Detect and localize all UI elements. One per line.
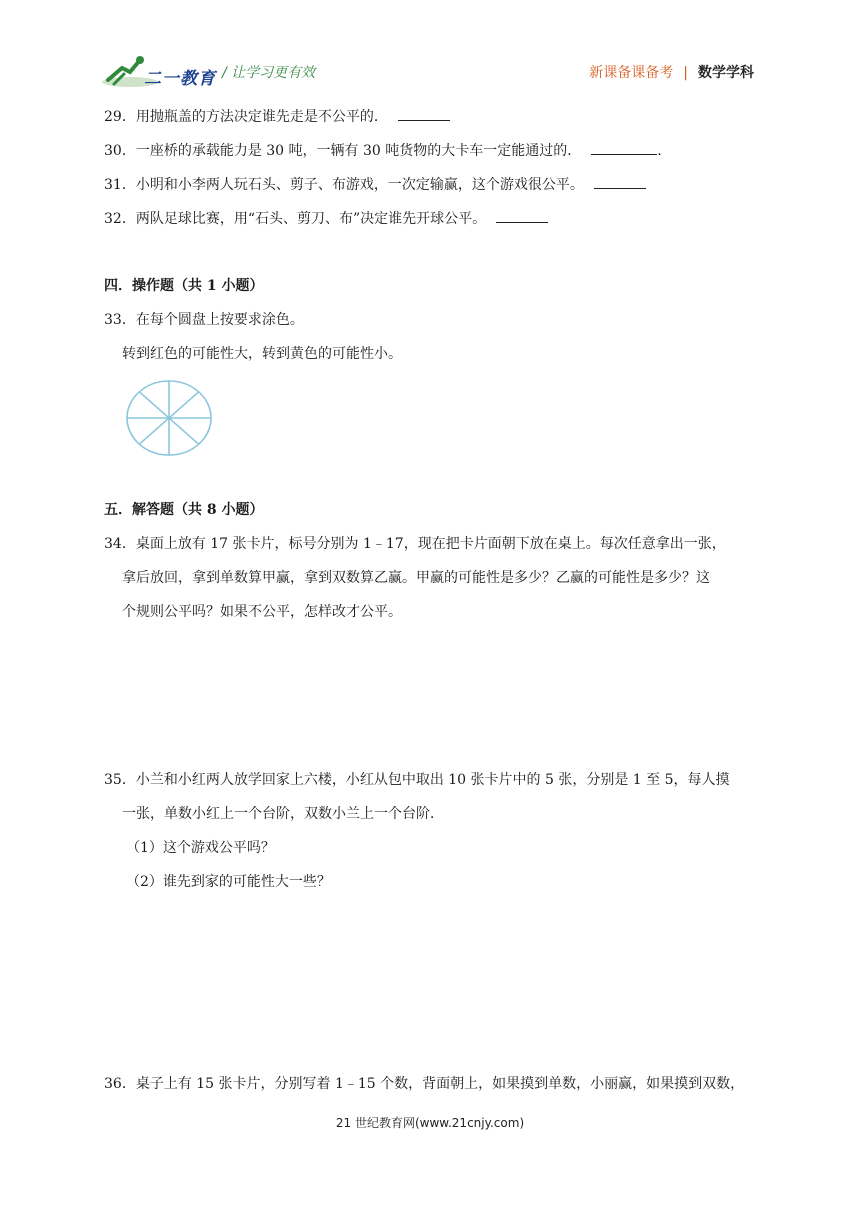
question-34-line-1: 34．桌面上放有 17 张卡片，标号分别为 1﹣17，现在把卡片面朝下放在桌上。每次任意拿出一张， — [104, 536, 726, 552]
header-course-label: 新课备课备考 — [589, 65, 674, 81]
question-29 — [104, 106, 450, 127]
question-35-part-2: （2）谁先到家的可能性大一些？ — [126, 874, 331, 890]
header-separator: | — [683, 65, 688, 81]
question-35-line-2: 一张，单数小红上一个台阶，双数小兰上一个台阶． — [122, 806, 444, 822]
question-35-line-1: 35．小兰和小红两人放学回家上六楼，小红从包中取出 10 张卡片中的 5 张，分别是 1 至 5，每人摸 — [104, 772, 730, 788]
question-34-line-2: 拿后放回，拿到单数算甲赢，拿到双数算乙赢。甲赢的可能性是多少？乙赢的可能性是多少？这 — [122, 570, 710, 586]
section-4-title: 四．操作题（共 1 小题） — [104, 278, 264, 294]
question-35-part-1: （1）这个游戏公平吗？ — [126, 840, 275, 856]
header-right — [589, 62, 754, 82]
question-33: 33．在每个圆盘上按要求涂色。 — [104, 312, 304, 328]
header-subject: 数学学科 — [698, 65, 754, 81]
question-36-line-1: 36．桌子上有 15 张卡片，分别写着 1﹣15 个数，背面朝上，如果摸到单数，小丽赢，如果摸到双数， — [104, 1076, 745, 1092]
question-32 — [104, 208, 548, 229]
slogan: / 让学习更有效 — [222, 65, 316, 81]
question-32-text: 32．两队足球比赛，用“石头、剪刀、布”决定谁先开球公平。 — [104, 211, 487, 227]
section-5-title: 五．解答题（共 8 小题） — [104, 502, 264, 518]
question-30-text: 30．一座桥的承载能力是 30 吨，一辆有 30 吨货物的大卡车一定能通过的． — [104, 143, 582, 159]
question-31 — [104, 174, 646, 195]
answer-blank[interactable] — [496, 208, 548, 223]
answer-blank[interactable] — [398, 106, 450, 121]
question-29-text: 29．用抛瓶盖的方法决定谁先走是不公平的． — [104, 109, 388, 125]
answer-blank[interactable] — [591, 140, 657, 155]
question-31-text: 31．小明和小李两人玩石头、剪子、布游戏，一次定输赢，这个游戏很公平。 — [104, 177, 584, 193]
page-footer: 21 世纪教育网(www.21cnjy.com) — [335, 1116, 525, 1130]
question-30-suffix: . — [657, 143, 662, 159]
spinner-wheel[interactable] — [124, 378, 214, 458]
question-33-instruction: 转到红色的可能性大，转到黄色的可能性小。 — [122, 346, 402, 362]
question-34-line-3: 个规则公平吗？如果不公平，怎样改才公平。 — [122, 604, 402, 620]
answer-blank[interactable] — [594, 174, 646, 189]
question-30 — [104, 140, 662, 161]
brand-name: 二一教育 — [144, 69, 216, 89]
